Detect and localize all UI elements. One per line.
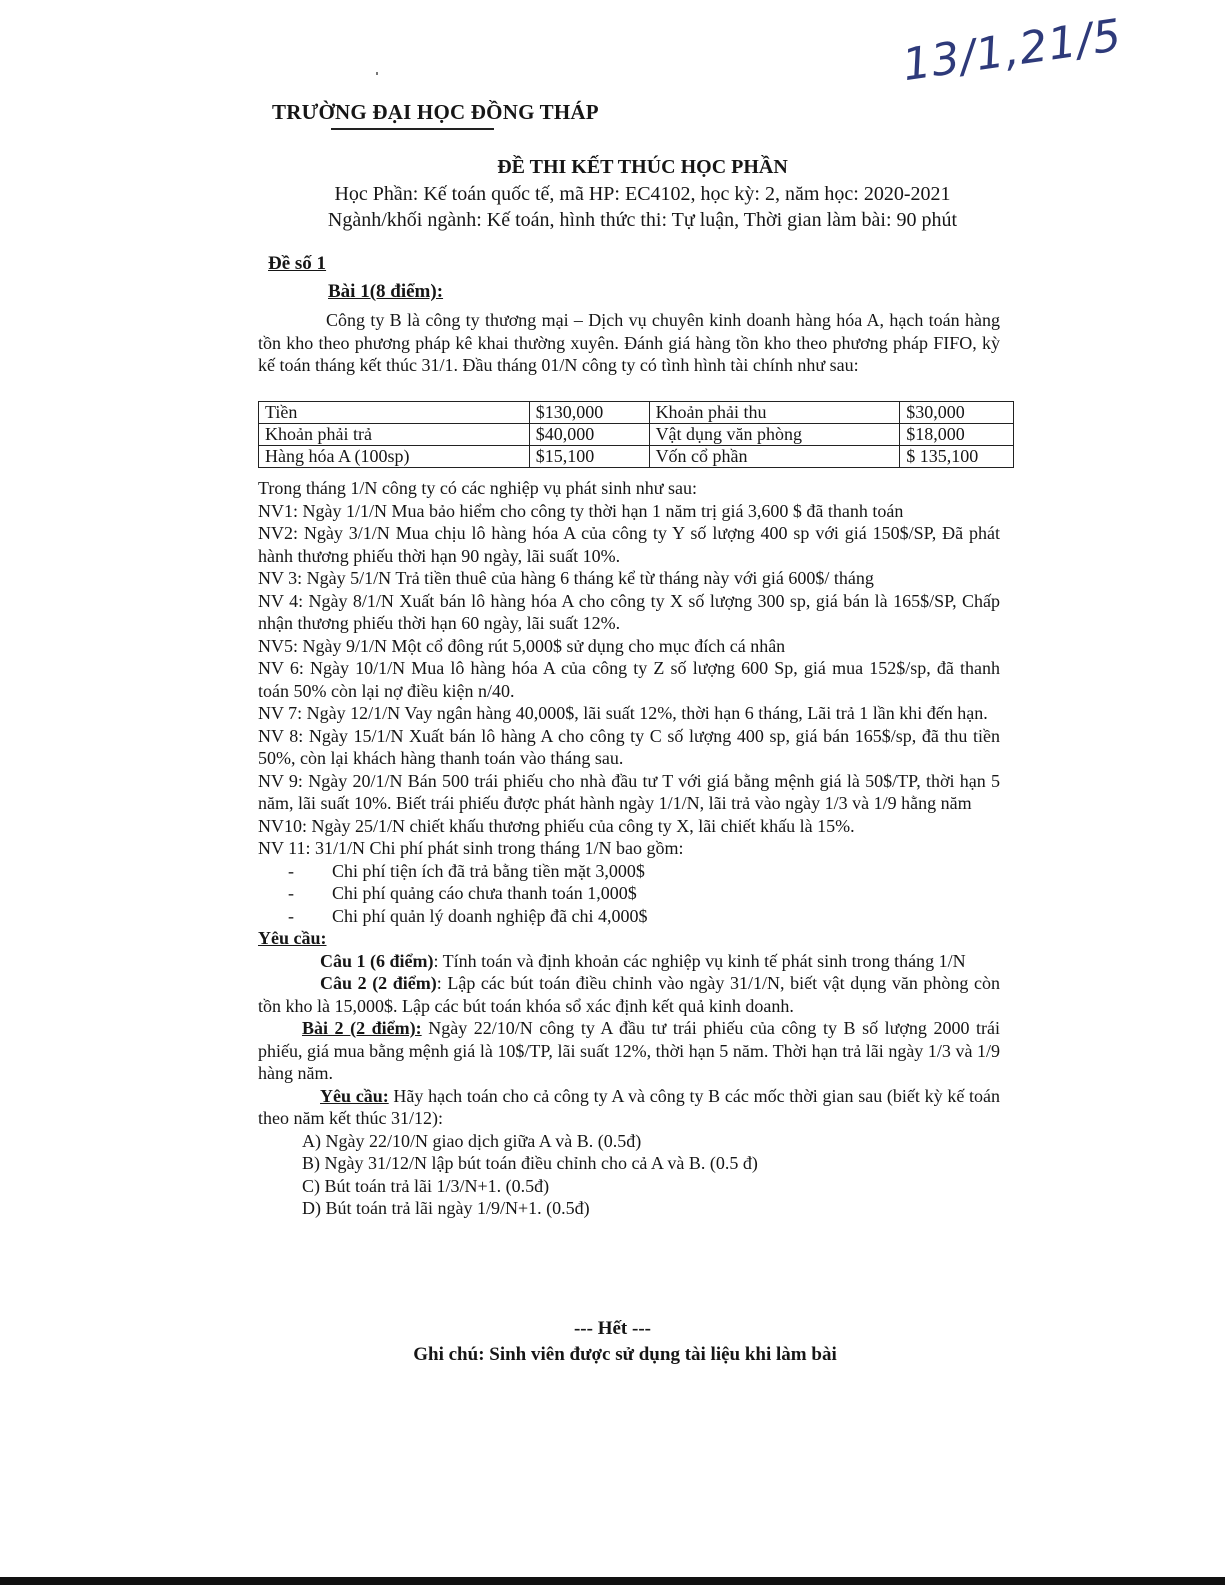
course-line: Học Phần: Kế toán quốc tế, mã HP: EC4102, học kỳ: 2, năm học: 2020-2021 [334,183,951,205]
transaction-item: NV 3: Ngày 5/1/N Trả tiền thuê của hàng 6 tháng kể từ tháng này với giá 600$/ tháng [258,568,874,588]
problem-2-requirement-label: Yêu cầu: [320,1085,389,1106]
transaction-item: NV 7: Ngày 12/1/N Vay ngân hàng 40,000$, lãi suất 12%, thời hạn 6 tháng, Lãi trả 1 lần khi đến hạn. [258,703,988,723]
opening-balance-table [258,401,1014,468]
transaction-item: NV 11: 31/1/N Chi phí phát sinh trong tháng 1/N bao gồm: [258,838,684,858]
problem-2-item: D) Bút toán trả lãi ngày 1/9/N+1. (0.5đ) [302,1198,590,1218]
balance-amount: $40,000 [529,424,649,446]
transactions-intro: Trong tháng 1/N công ty có các nghiệp vụ phát sinh như sau: [258,478,698,498]
cost-text: Chi phí quản lý doanh nghiệp đã chi 4,000$ [332,905,648,926]
cost-item [258,905,1000,928]
transaction-item: NV 8: Ngày 15/1/N Xuất bán lô hàng A cho công ty C số lượng 400 sp, giá bán 165$/sp, đã thu tiền 50%, còn lại khách hàng thanh toán vào tháng sau. [258,725,1000,768]
balance-amount: $18,000 [900,424,1014,446]
major-line: Ngành/khối ngành: Kế toán, hình thức thi: Tự luận, Thời gian làm bài: 90 phút [327,209,958,231]
balance-amount: $ 135,100 [900,446,1014,468]
problem-2-requirement [258,1085,1000,1130]
balance-amount: $15,100 [529,446,649,468]
balance-row [259,446,1014,468]
cost-item [258,860,1000,883]
transaction-item: NV5: Ngày 9/1/N Một cổ đông rút 5,000$ sử dụng cho mục đích cá nhân [258,635,786,656]
balance-row [259,402,1014,424]
school-underline [331,128,494,130]
footer-note: Ghi chú: Sinh viên được sử dụng tài liệu khi làm bài [413,1344,837,1365]
transaction-item: NV10: Ngày 25/1/N chiết khấu thương phiếu của công ty X, lãi chiết khấu là 15%. [258,815,855,836]
problem-2-item: A) Ngày 22/10/N giao dịch giữa A và B. (0.5đ) [302,1130,642,1151]
balance-account: Khoản phải thu [649,402,900,424]
balance-amount: $130,000 [529,402,649,424]
balance-account: Tiền [259,402,530,424]
balance-amount: $30,000 [900,402,1014,424]
problem-2-item: C) Bút toán trả lãi 1/3/N+1. (0.5đ) [302,1175,550,1196]
balance-row [259,424,1014,446]
exam-variant-heading: Đề số 1 [268,253,327,274]
problem-2-heading: Bài 2 (2 điểm): [302,1018,422,1038]
intro-paragraph: Công ty B là công ty thương mại – Dịch vụ chuyên kinh doanh hàng hóa A, hạch toán hàng tồn kho theo phương pháp kê khai thường xuyên. Đánh giá hàng tồn kho theo phương pháp FIFO, kỳ kế toán tháng kết thúc 31/1. Đầu tháng 01/N công ty có tình hình tài chính như sau: [258,310,1000,375]
problem-2-items [258,1130,1000,1220]
dash-bullet: - [288,883,294,903]
balance-account: Khoản phải trả [259,424,530,446]
school-name: TRƯỜNG ĐẠI HỌC ĐỒNG THÁP [272,100,599,124]
transaction-item: NV 9: Ngày 20/1/N Bán 500 trái phiếu cho nhà đầu tư T với giá bằng mệnh giá là 50$/TP, thời hạn 5 năm, lãi suất 10%. Biết trái phiếu được phát hành ngày 1/1/N, lãi trả vào ngày 1/3 và 1/9 hằng năm [258,770,1000,813]
question-2-label: Câu 2 (2 điểm) [320,973,437,993]
transaction-item: NV 4: Ngày 8/1/N Xuất bán lô hàng hóa A cho công ty X số lượng 300 sp, giá bán là 165$/SP, Chấp nhận thương phiếu thời hạn 60 ngày, lãi suất 12%. [258,590,1000,633]
problem-2-item: B) Ngày 31/12/N lập bút toán điều chỉnh cho cả A và B. (0.5 đ) [302,1153,758,1173]
scan-bottom-edge [0,1577,1225,1585]
cost-text: Chi phí quảng cáo chưa thanh toán 1,000$ [332,883,637,903]
question-2-text: : Lập các bút toán điều chỉnh vào ngày 31/1/N, biết vật dụng văn phòng còn tồn kho là 15,000$. Lập các bút toán khóa sổ xác định kết quả kinh doanh. [258,973,1000,1016]
balance-account: Vốn cổ phần [649,446,900,468]
handwritten-note: 13/1,21/5 [899,9,1125,92]
dash-bullet: - [288,905,294,926]
cost-item [258,882,1000,905]
end-marker: --- Hết --- [573,1318,651,1339]
scan-speck [376,72,378,75]
problem-2-text: Ngày 22/10/N công ty A đầu tư trái phiếu của công ty B số lượng 2000 trái phiếu, giá mua bằng mệnh giá là 10$/TP, lãi suất 12%, thời hạn 5 năm. Thời hạn trả lãi ngày 1/3 và 1/9 hàng năm. [258,1018,1001,1083]
question-1-text: : Tính toán và định khoản các nghiệp vụ kinh tế phát sinh trong tháng 1/N [433,950,966,971]
problem-2-requirement-text: Hãy hạch toán cho cả công ty A và công ty B các mốc thời gian sau (biết kỳ kế toán theo năm kết thúc 31/12): [258,1085,1001,1128]
transaction-item: NV1: Ngày 1/1/N Mua bảo hiểm cho công ty thời hạn 1 năm trị giá 3,600 $ đã thanh toán [258,500,904,521]
problem-1-heading: Bài 1(8 điểm): [328,281,444,302]
requirements-heading: Yêu cầu: [258,928,327,948]
cost-text: Chi phí tiện ích đã trả bằng tiền mặt 3,000$ [332,860,645,881]
problem-1-intro [258,309,1000,377]
balance-account: Vật dụng văn phòng [649,424,900,446]
balance-account: Hàng hóa A (100sp) [259,446,530,468]
question-1-label: Câu 1 (6 điểm) [320,950,434,971]
cost-list [258,860,1000,928]
dash-bullet: - [288,860,294,881]
transaction-item: NV2: Ngày 3/1/N Mua chịu lô hàng hóa A của công ty Y số lượng 400 sp với giá 150$/SP, Đã phát hành thương phiếu thời hạn 90 ngày, lãi suất 10%. [258,523,1000,566]
transactions-list [258,500,1000,860]
question-1 [258,950,1000,973]
question-2 [258,972,1000,1017]
exam-title: ĐỀ THI KẾT THÚC HỌC PHẦN [497,156,788,178]
transactions-section [258,477,1000,1220]
transaction-item: NV 6: Ngày 10/1/N Mua lô hàng hóa A của công ty Z số lượng 600 Sp, giá mua 152$/sp, đã thanh toán 50% còn lại nợ điều kiện n/40. [258,658,1000,701]
problem-2 [258,1017,1000,1085]
